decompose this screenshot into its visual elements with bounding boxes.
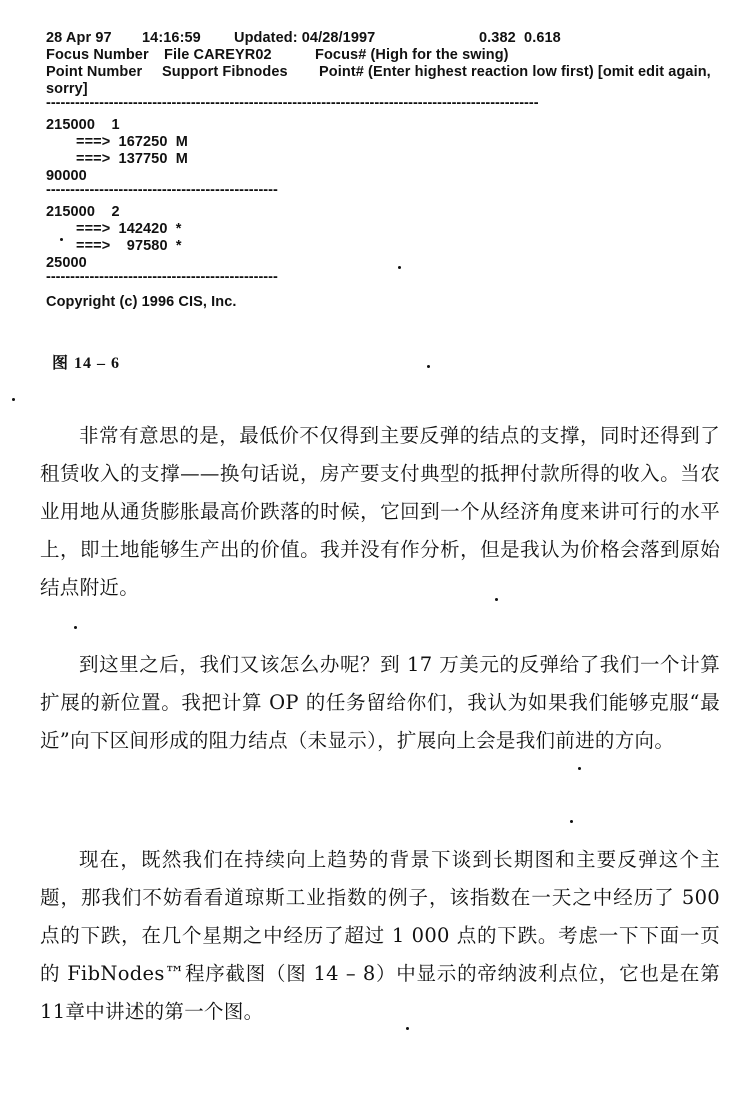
scan-speck <box>60 238 63 241</box>
scan-speck <box>427 365 430 368</box>
header-line-3 <box>46 64 736 81</box>
focus-hint: Focus# (High for the swing) <box>315 47 509 63</box>
paragraph-2: 到这里之后，我们又该怎么办呢？到 17 万美元的反弹给了我们一个计算扩展的新位置。我把计算 OP 的任务留给你们，我认为如果我们能够克服“最近”向下区间形成的阻力结点（未显示），扩展向上会是我们前进的方向。 <box>40 653 720 752</box>
block-2-arrow-1: ===> 142420 * <box>76 221 182 237</box>
block-1-focus: 215000 1 <box>46 117 120 133</box>
file-name: File CAREYR02 <box>164 47 272 63</box>
block-1-arrow-1: ===> 167250 M <box>76 134 188 150</box>
report-time: 14:16:59 <box>142 30 201 46</box>
scan-speck <box>398 266 401 269</box>
scan-speck <box>495 598 498 601</box>
updated-date: Updated: 04/28/1997 <box>234 30 376 46</box>
report-date: 28 Apr 97 <box>46 30 112 46</box>
block-1-point: 90000 <box>46 168 87 184</box>
support-fibnodes-label: Support Fibnodes <box>162 64 288 80</box>
header-line-2 <box>46 47 736 64</box>
divider-short-1: ------------------------------------------------ <box>46 182 278 198</box>
fib-ratios: 0.382 0.618 <box>479 30 561 46</box>
paragraph-3: 现在，既然我们在持续向上趋势的背景下谈到长期图和主要反弹这个主题，那我们不妨看看道琼斯工业指数的例子，该指数在一天之中经历了 500 点的下跌，在几个星期之中经历了超过 1 000 点的下跌。考虑一下下面一页的 FibNodes™程序截图（图 14 – 8）中显示的帝纳波利点位，它也是在第 11章中讲述的第一个图。 <box>40 848 720 1023</box>
block-2-point: 25000 <box>46 255 87 271</box>
block-1-arrow-2: ===> 137750 M <box>76 151 188 167</box>
scan-speck <box>12 398 15 401</box>
scan-speck <box>406 1027 409 1030</box>
header-line-1 <box>46 30 736 47</box>
figure-caption: 图 14 – 6 <box>52 355 121 372</box>
scan-speck <box>570 820 573 823</box>
scan-speck <box>74 626 77 629</box>
header-line-3-wrap: sorry] <box>46 81 88 97</box>
divider-short-2: ------------------------------------------------ <box>46 269 278 285</box>
scan-speck <box>578 767 581 770</box>
divider-long: ------------------------------------------------------------------------------------------------------ <box>46 95 539 111</box>
point-number-label: Point Number <box>46 64 143 80</box>
point-hint: Point# (Enter highest reaction low first) [omit edit again, <box>319 64 711 80</box>
block-2-focus: 215000 2 <box>46 204 120 220</box>
copyright-line: Copyright (c) 1996 CIS, Inc. <box>46 294 237 310</box>
focus-number-label: Focus Number <box>46 47 149 63</box>
block-2-arrow-2: ===> 97580 * <box>76 238 182 254</box>
paragraph-1: 非常有意思的是，最低价不仅得到主要反弹的结点的支撑，同时还得到了租赁收入的支撑——换句话说，房产要支付典型的抵押付款所得的收入。当农业用地从通货膨胀最高价跌落的时候，它回到一个从经济角度来讲可行的水平上，即土地能够生产出的价值。我并没有作分析，但是我认为价格会落到原始结点附近。 <box>40 424 720 599</box>
fibnodes-printout <box>46 30 736 311</box>
